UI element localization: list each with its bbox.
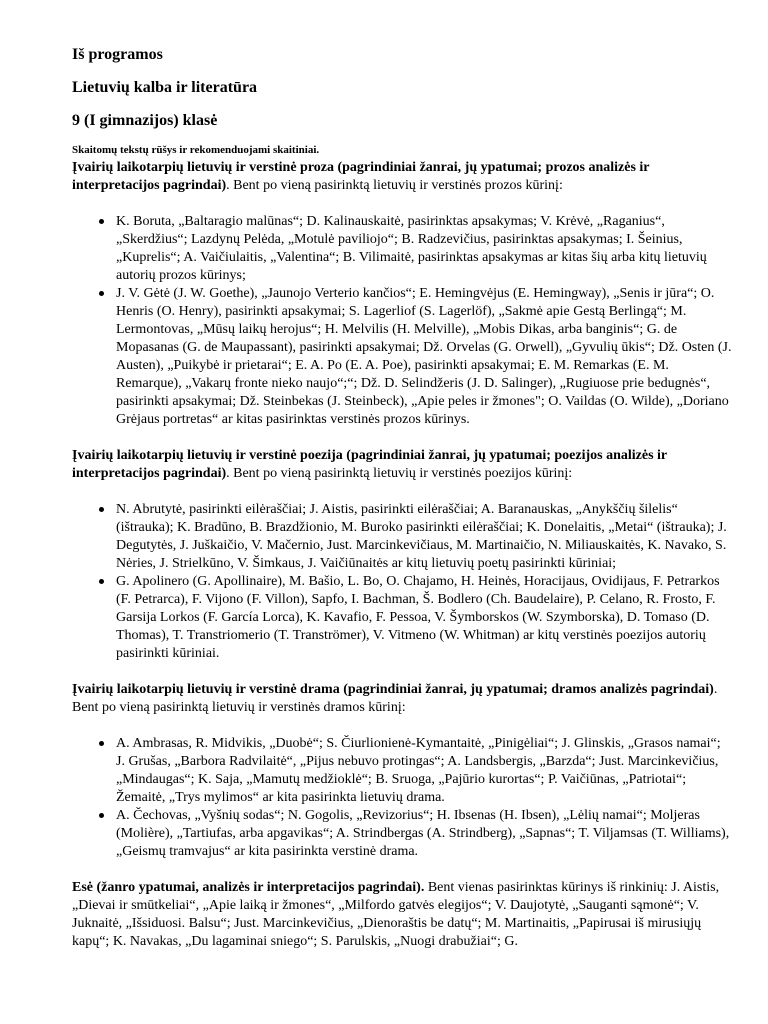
essay-heading: Esė (žanro ypatumai, analizės ir interpretacijos pagrindai). — [72, 880, 425, 895]
poetry-intro — [72, 447, 732, 483]
program-label: Iš programos — [72, 46, 163, 63]
list-item: A. Čechovas, „Vyšnių sodas“; N. Gogolis, „Revizorius“; H. Ibsenas (H. Ibsen), „Lėlių namai“; Moljeras (Molière), „Tartiufas, arba apgavikas“; A. Strindbergas (A. Strindberg), „Sapnas“; T. Viljamsas (T. Williams), „Geismų tramvajus“ ar kita pasirinkta verstinė drama. — [116, 807, 732, 861]
prose-section — [72, 159, 732, 429]
list-item: N. Abrutytė, pasirinkti eilėraščiai; J. Aistis, pasirinkti eilėraščiai; A. Baranauskas, „Anykščių šilelis“ (ištrauka); K. Bradūno, B. Brazdžionio, M. Buroko pasirinkti eilėraščiai; K. Donelaitis, „Metai“ (ištrauka); J. Degutytės, J. Juškaičio, V. Mačernio, Just. Marcinkevičiaus, M. Martinaičio, N. Miliauskaitės, K. Navako, S. Nėries, J. Strielkūno, V. Šimkaus, J. Vaičiūnaitės ar kitų lietuvių poetų pasirinkti kūriniai; — [116, 501, 732, 573]
list-item: G. Apolinero (G. Apollinaire), M. Bašio, L. Bo, O. Chajamo, H. Heinės, Horacijaus, Ovidijaus, F. Petrarkos (F. Petrarca), F. Vijono (F. Villon), Sapfo, I. Bachman, Š. Bodlero (Ch. Baudelaire), P. Celano, R. Frosto, F. Garsija Lorkos (F. García Lorca), K. Kavafio, F. Pessoa, V. Šymborskos (W. Szymborska), D. Tomaso (D. Thomas), T. Transtriomerio (T. Tranströmer), V. Vitmeno (W. Whitman) ar kitų verstinės poezijos autorių pasirinkti kūriniai. — [116, 573, 732, 663]
prose-heading: Įvairių laikotarpių lietuvių ir verstinė proza (pagrindiniai žanrai, jų ypatumai; prozos analizės ir interpretacijos pagrindai) — [72, 160, 650, 193]
drama-list — [72, 735, 732, 861]
prose-list — [72, 213, 732, 429]
poetry-list — [72, 501, 732, 663]
poetry-section — [72, 447, 732, 663]
drama-intro — [72, 681, 732, 717]
list-item: J. V. Gėtė (J. W. Goethe), „Jaunojo Verterio kančios“; E. Hemingvėjus (E. Hemingway), „Senis ir jūra“; O. Henris (O. Henry), pasirinkti apsakymai; S. Lagerliof (S. Lagerlöf), „Sakmė apie Gestą Berlingą“; M. Lermontovas, „Mūsų laikų herojus“; H. Melvilis (H. Melville), „Mobis Dikas, arba banginis“; G. de Mopasanas (G. de Maupassant), pasirinkti apsakymai; Dž. Orvelas (G. Orwell), „Gyvulių ūkis“; Dž. Osten (J. Austen), „Puikybė ir prietarai“; E. A. Po (E. A. Poe), pasirinkti apsakymai; E. M. Remarkas (E. M. Remarque), „Vakarų fronte nieko naujo“;“; Dž. D. Selindžeris (J. D. Salinger), „Rugiuose prie bedugnės“, pasirinkti apsakymai; Dž. Steinbekas (J. Steinbeck), „Apie peles ir žmones"; O. Vaildas (O. Wilde), „Doriano Grėjaus portretas“ ar kitas pasirinktas verstinės prozos kūrinys. — [116, 286, 732, 427]
essay-paragraph — [72, 879, 732, 951]
subject-title: Lietuvių kalba ir literatūra — [72, 79, 258, 96]
document-page — [72, 44, 732, 951]
reading-types-heading: Skaitomų tekstų rūšys ir rekomenduojami skaitiniai. — [72, 144, 320, 156]
drama-heading: Įvairių laikotarpių lietuvių ir verstinė drama (pagrindiniai žanrai, jų ypatumai; dramos analizės pagrindai) — [72, 682, 714, 697]
poetry-instruction: . Bent po vieną pasirinktą lietuvių ir verstinės poezijos kūrinį: — [226, 466, 573, 481]
list-item: A. Ambrasas, R. Midvikis, „Duobė“; S. Čiurlionienė-Kymantaitė, „Pinigėliai“; J. Glinskis, „Grasos namai“; J. Grušas, „Barbora Radvilaitė“, „Pijus nebuvo protingas“; A. Landsbergis, „Barzda“; Just. Marcinkevičius, „Mindaugas“; K. Saja, „Mamutų medžioklė“; B. Sruoga, „Pajūrio kurortas“; P. Vaičiūnas, „Patriotai“; Žemaitė, „Trys mylimos“ ar kita pasirinkta lietuvių drama. — [116, 735, 732, 807]
prose-intro — [72, 159, 732, 195]
grade-title: 9 (I gimnazijos) klasė — [72, 112, 218, 129]
drama-instruction: . Bent po vieną pasirinktą lietuvių ir verstinės dramos kūrinį: — [72, 682, 718, 715]
drama-section — [72, 681, 732, 861]
poetry-heading: Įvairių laikotarpių lietuvių ir verstinė poezija (pagrindiniai žanrai, jų ypatumai; poezijos analizės ir interpretacijos pagrindai) — [72, 448, 667, 481]
essay-text: Bent vienas pasirinktas kūrinys iš rinkinių: J. Aistis, „Dievai ir smūtkeliai“, „Apie laiką ir žmones“, „Milfordo gatvės elegijos“; V. Daujotytė, „Sauganti sąmonė“; V. Juknaitė, „Išsiduosi. Balsu“; Just. Marcinkevičius, „Dienoraštis be datų“; M. Martinaitis, „Papirusai iš mirusiųjų kapų“; K. Navakas, „Du lagaminai sniego“; S. Parulskis, „Nuogi drabužiai“; G. — [72, 880, 720, 949]
list-item: K. Boruta, „Baltaragio malūnas“; D. Kalinauskaitė, pasirinktas apsakymas; V. Krėvė, „Raganius“, „Skerdžius“; Lazdynų Pelėda, „Motulė paviliojo“; B. Radzevičius, pasirinktas apsakymas; I. Šeinius, „Kuprelis“; A. Vaičiulaitis, „Valentina“; B. Vilimaitė, pasirinktas apsakymas ar kitas šių arba kitų lietuvių autorių prozos kūrinys; — [116, 213, 732, 285]
prose-instruction: . Bent po vieną pasirinktą lietuvių ir verstinės prozos kūrinį: — [226, 178, 563, 193]
